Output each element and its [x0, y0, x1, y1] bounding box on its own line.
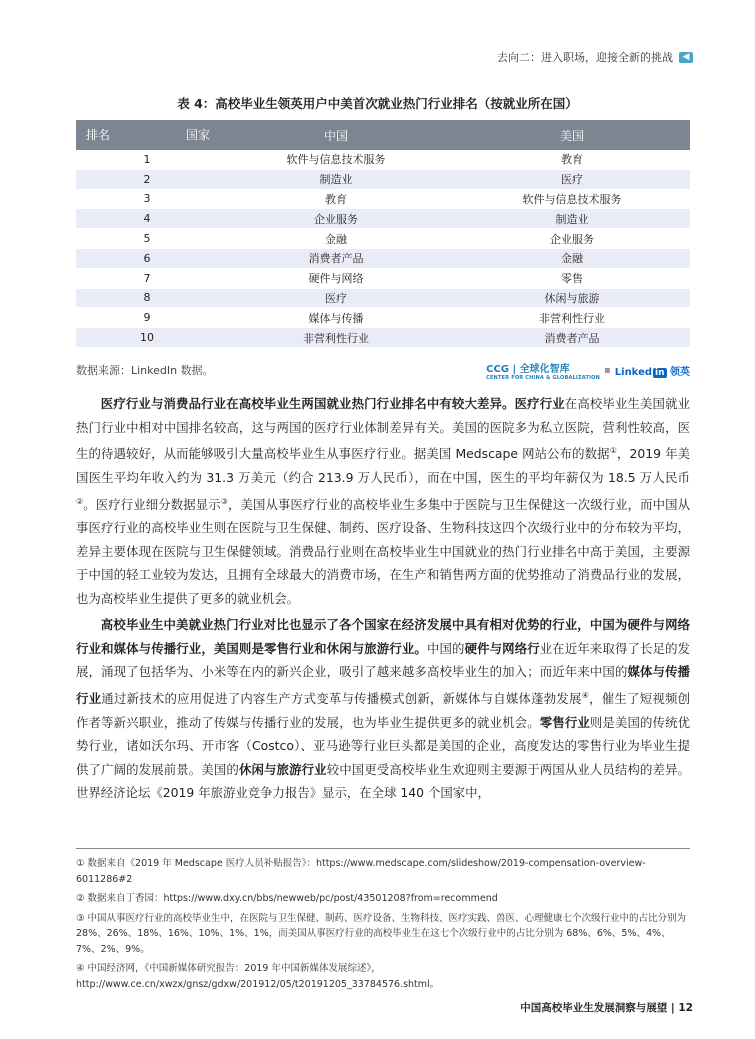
footnote-divider [76, 848, 690, 849]
cell-china: 企业服务 [218, 209, 454, 229]
table-title: 表 4：高校毕业生领英用户中美首次就业热门行业排名（按就业所在国） [177, 96, 578, 111]
footnote-2: ② 数据来自丁香园：https://www.dxy.cn/bbs/newweb/pc/post/43501208?from=recommend [76, 893, 498, 904]
cell-rank: 3 [143, 192, 151, 206]
cell-china: 制造业 [218, 169, 454, 189]
table-row [76, 268, 690, 288]
cell-china: 医疗 [218, 288, 454, 308]
cell-china: 教育 [325, 192, 347, 206]
country-header: 国家 [185, 128, 210, 142]
arrow-left-icon: ◀ [679, 52, 693, 63]
rank-country-header [76, 120, 218, 150]
footnotes [76, 856, 690, 996]
cell-rank: 5 [143, 232, 151, 246]
cell-rank: 8 [76, 288, 218, 308]
table-row [76, 209, 690, 229]
table-row [76, 229, 690, 249]
footer-title: 中国高校毕业生发展洞察与展望 [520, 1002, 668, 1014]
paragraph-2: 高校毕业生中美就业热门行业对比也显示了各个国家在经济发展中具有相对优势的行业，中国为硬件与网络行业和媒体与传播行业，美国则是零售行业和休闲与旅游行业。中国的硬件与网络行业在近年来取得了长足的发展，涌现了包括华为、小米等在内的新兴企业，吸引了越来越多高校毕业生的加入；而近年来中国的媒体与传播行业通过新技术的应用促进了内容生产方式变革与传播模式创新，新媒体与自媒体蓬勃发展④，催生了短视频创作者等新兴职业，推动了传媒与传播行业的发展，也为毕业生提供更多的就业机会。零售行业则是美国的传统优势行业，诸如沃尔玛、开市客（Costco）、亚马逊等行业巨头都是美国的企业，高度发达的零售行业为毕业生提供了广阔的发展前景。美国的休闲与旅游行业较中国更受高校毕业生欢迎则主要源于两国从业人员结构的差异。世界经济论坛《2019 年旅游业竞争力报告》显示，在全球 140 个国家中， [76, 617, 691, 801]
cell-usa: 金融 [454, 248, 690, 268]
cell-china: 媒体与传播 [308, 311, 364, 325]
cell-usa: 非营利性行业 [539, 311, 605, 325]
cell-usa: 零售 [561, 272, 583, 286]
cell-usa: 休闲与旅游 [454, 288, 690, 308]
table-row [76, 288, 690, 308]
ccg-logo: CCG | 全球化智库 CENTER FOR CHINA & GLOBALIZATION [486, 364, 600, 381]
footnote-4: ④ 中国经济网，《中国新媒体研究报告：2019 年中国新媒体发展综述》，http://www.ce.cn/xwzx/gnsz/gdxw/201912/05/t20191205_33784576.shtml。 [76, 963, 440, 990]
data-source: 数据来源：LinkedIn 数据。 [76, 364, 214, 377]
cell-rank: 1 [143, 152, 151, 166]
page-header [497, 49, 693, 65]
table-row [76, 150, 690, 169]
cell-usa: 教育 [561, 153, 583, 167]
table-row [76, 328, 690, 348]
cell-usa: 消费者产品 [454, 328, 690, 348]
cell-rank: 6 [76, 248, 218, 268]
page-footer: 中国高校毕业生发展洞察与展望 | 12 [520, 1002, 693, 1014]
footnote-3: ③ 中国从事医疗行业的高校毕业生中，在医院与卫生保健、制药、医疗设备、生物科技、医疗实践、兽医、心理健康七个次级行业中的占比分别为 28%、26%、18%、16%、10%、1%、1%，而美国从事医疗行业的高校毕业生在这七个次级行业中的占比分别为 68%、6%、5%、4%、7%、2%、9%。 [76, 912, 687, 955]
logo-strip: CCG | 全球化智库 CENTER FOR CHINA & GLOBALIZATION ▪ Linked in 领英 [486, 360, 690, 381]
cell-china: 软件与信息技术服务 [286, 153, 386, 167]
body-text [76, 392, 690, 807]
cell-china: 硬件与网络 [308, 272, 364, 286]
cell-usa: 制造业 [454, 209, 690, 229]
table-row [76, 189, 690, 209]
usa-header: 美国 [454, 120, 690, 150]
cell-rank: 2 [76, 169, 218, 189]
cell-china: 金融 [325, 232, 347, 246]
ranking-table [76, 120, 690, 348]
cell-china: 非营利性行业 [218, 328, 454, 348]
cell-rank: 7 [143, 271, 151, 285]
cell-rank: 4 [76, 209, 218, 229]
rank-header: 排名 [86, 128, 111, 142]
cell-usa: 软件与信息技术服务 [522, 192, 622, 206]
cell-usa: 医疗 [454, 169, 690, 189]
china-header: 中国 [218, 120, 454, 150]
table-row [76, 308, 690, 328]
cell-china: 消费者产品 [218, 248, 454, 268]
table-row [76, 169, 690, 189]
section-title: 去向二：进入职场，迎接全新的挑战 [497, 51, 673, 64]
footnote-1: ① 数据来自《2019 年 Medscape 医疗人员补贴报告》：https://www.medscape.com/slideshow/2019-compensation-overview-6011286#2 [76, 858, 646, 885]
cell-rank: 9 [143, 311, 151, 325]
linkedin-logo: Linked in 领英 [614, 367, 690, 378]
table-row [76, 248, 690, 268]
page-number: 12 [678, 1002, 693, 1014]
paragraph-1: 医疗行业与消费品行业在高校毕业生两国就业热门行业排名中有较大差异。医疗行业在高校毕业生美国就业热门行业中相对中国排名较高，这与两国的医疗行业体制差异有关。美国的医院多为私立医院，营利性较高，医生的待遇较好，从而能够吸引大量高校毕业生从事医疗行业。据美国 Medscape 网站公布的数据①，2019 年美国医生平均年收入约为 31.3 万美元（约合 213.9 万人民币），而在中国，医生的平均年薪仅为 18.5 万人民币②。医疗行业细分数据显示③，美国从事医疗行业的高校毕业生多集中于医院与卫生保健这一次级行业，而中国从事医疗行业的高校毕业生则在医院与卫生保健、制药、医疗设备、生物科技这四个次级行业中的分布较为平均，差异主要体现在医院与卫生保健领域。消费品行业则在高校毕业生中国就业的热门行业排名中高于美国，主要源于中国的轻工业较为发达，且拥有全球最大的消费市场，在生产和销售两方面的优势推动了消费品行业的发展，也为高校毕业生提供了更多的就业机会。 [76, 396, 691, 606]
cell-usa: 企业服务 [550, 232, 594, 246]
cell-rank: 10 [76, 328, 218, 348]
